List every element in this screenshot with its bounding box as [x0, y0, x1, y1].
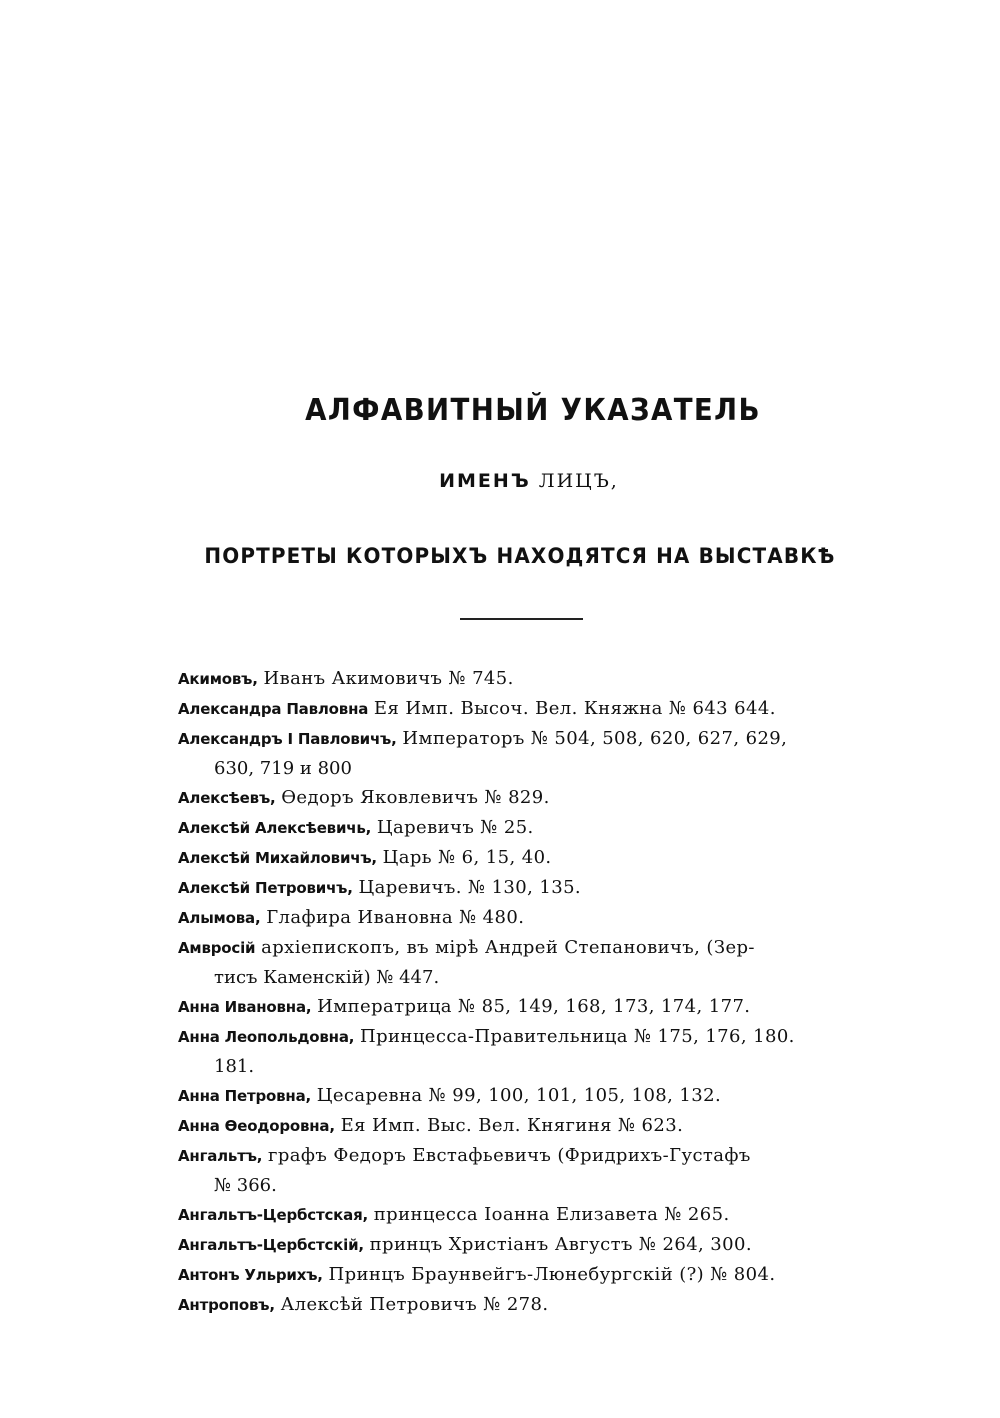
entry-details: Принцесса-Правительница № 175, 176, 180.	[360, 1026, 795, 1047]
entry-name: Амвросій	[178, 939, 256, 957]
entry-name: Ангальтъ,	[178, 1147, 263, 1165]
entry-name: Антроповъ,	[178, 1296, 275, 1314]
divider-rule	[460, 618, 583, 620]
index-entry	[178, 783, 878, 813]
index-subtitle-names	[0, 470, 1000, 492]
entry-details: Өедоръ Яковлевичъ № 829.	[281, 787, 550, 808]
entry-details: Глафира Ивановна № 480.	[266, 907, 525, 928]
entry-details: Принцъ Браунвейгъ-Люнебургскій (?) № 804.	[328, 1264, 776, 1285]
entry-name: Анна Өеодоровна,	[178, 1117, 335, 1135]
index-entry	[178, 1081, 878, 1111]
index-title: АЛФАВИТНЫЙ УКАЗАТЕЛЬ	[305, 393, 761, 428]
index-entry	[178, 1230, 878, 1260]
index-entries	[178, 664, 878, 1320]
entry-details: архіепископъ, въ мірѣ Андрей Степановичъ, (Зер-	[261, 937, 755, 958]
entry-name: Александръ I Павловичъ,	[178, 730, 397, 748]
index-entry	[178, 843, 878, 873]
entry-name: Алымова,	[178, 909, 261, 927]
entry-details: Иванъ Акимовичъ № 745.	[263, 668, 514, 689]
entry-name: Ангальтъ-Цербстскій,	[178, 1236, 364, 1254]
index-entry	[178, 903, 878, 933]
entry-continuation: № 366.	[214, 1175, 277, 1196]
entry-details: Царь № 6, 15, 40.	[382, 847, 552, 868]
index-entry	[178, 1111, 878, 1141]
index-entry	[178, 1022, 878, 1052]
index-entry	[178, 664, 878, 694]
entry-details: Ея Имп. Выс. Вел. Княгиня № 623.	[340, 1115, 684, 1136]
entry-name: Анна Ивановна,	[178, 998, 312, 1016]
entry-details: принцесса Іоанна Елизавета № 265.	[373, 1204, 730, 1225]
entry-details: Цесаревна № 99, 100, 101, 105, 108, 132.	[316, 1085, 722, 1106]
entry-details: Царевичъ № 25.	[376, 817, 534, 838]
index-entry	[178, 724, 878, 754]
index-subtitle-portraits: ПОРТРЕТЫ КОТОРЫХЪ НАХОДЯТСЯ НА ВЫСТАВКѢ	[204, 544, 836, 568]
entry-continuation: 181.	[214, 1056, 255, 1077]
entry-name: Алексѣевъ,	[178, 789, 276, 807]
index-entry	[178, 813, 878, 843]
index-entry	[178, 1141, 878, 1171]
index-entry	[178, 694, 878, 724]
entry-details: графъ Федоръ Евстафьевичъ (Фридрихъ-Густафъ	[268, 1145, 751, 1166]
entry-name: Ангальтъ-Цербстская,	[178, 1206, 369, 1224]
subtitle-bold-word: ИМЕНЪ	[439, 470, 531, 492]
entry-name: Александра Павловна	[178, 700, 369, 718]
entry-name: Акимовъ,	[178, 670, 258, 688]
entry-name: Анна Петровна,	[178, 1087, 312, 1105]
entry-details: Императрица № 85, 149, 168, 173, 174, 177.	[317, 996, 751, 1017]
entry-continuation: тисъ Каменскій) № 447.	[214, 967, 440, 988]
index-entry	[178, 1290, 878, 1320]
index-entry	[178, 873, 878, 903]
entry-name: Антонъ Ульрихъ,	[178, 1266, 323, 1284]
entry-details: Ея Имп. Высоч. Вел. Княжна № 643 644.	[373, 698, 776, 719]
entry-name: Алексѣй Петровичъ,	[178, 879, 353, 897]
index-entry	[178, 992, 878, 1022]
index-entry	[178, 1260, 878, 1290]
entry-continuation: 630, 719 и 800	[214, 758, 352, 779]
entry-details: Царевичъ. № 130, 135.	[358, 877, 582, 898]
entry-name: Алексѣй Михайловичъ,	[178, 849, 377, 867]
entry-name: Анна Леопольдовна,	[178, 1028, 355, 1046]
entry-details: принцъ Христіанъ Августъ № 264, 300.	[369, 1234, 752, 1255]
index-entry	[178, 1200, 878, 1230]
subtitle-rest-word: ЛИЦЪ,	[538, 470, 619, 492]
entry-details: Императоръ № 504, 508, 620, 627, 629,	[402, 728, 788, 749]
entry-details: Алексѣй Петровичъ № 278.	[280, 1294, 549, 1315]
entry-name: Алексѣй Алексѣевичь,	[178, 819, 372, 837]
index-entry	[178, 933, 878, 963]
